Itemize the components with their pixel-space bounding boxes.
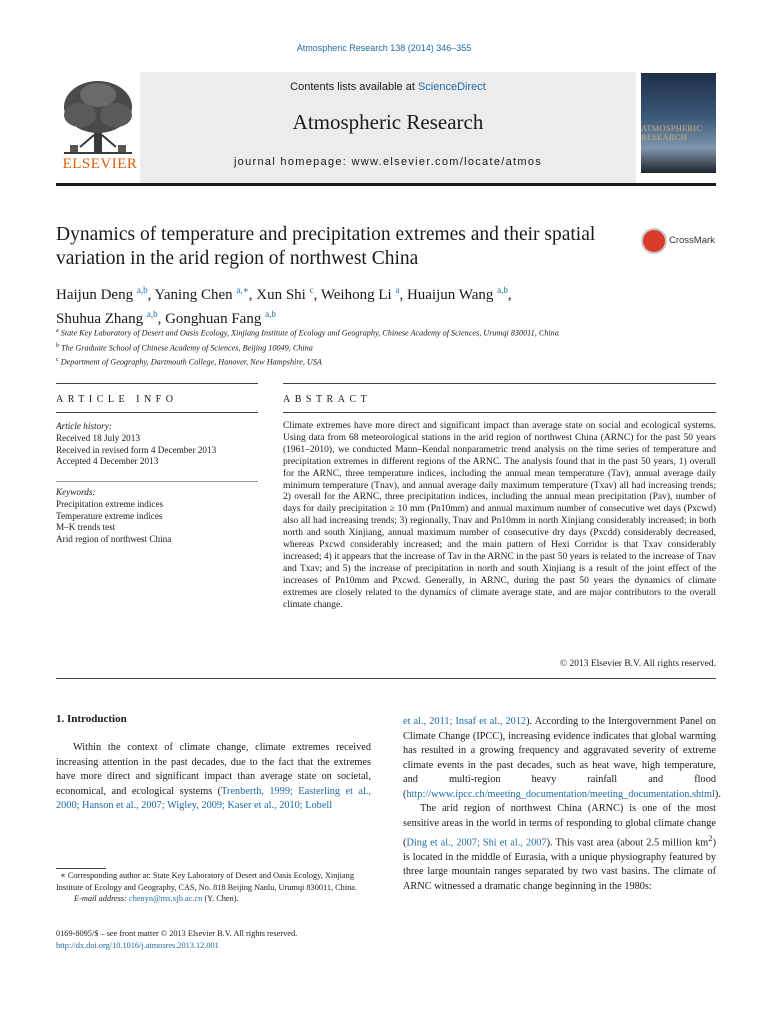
body-column-left <box>56 741 371 814</box>
article-history <box>56 421 258 468</box>
header-rule <box>56 183 716 186</box>
journal-name: Atmospheric Research <box>292 110 484 134</box>
cover-title-line2: RESEARCH <box>641 132 687 142</box>
author-affil-mark[interactable]: a <box>395 285 400 295</box>
author-name[interactable]: Haijun Deng <box>56 287 134 303</box>
keyword-item: M–K trends test <box>56 522 116 533</box>
elsevier-wordmark: ELSEVIER <box>62 156 138 172</box>
citation-link[interactable]: et al., 2011; Insaf et al., 2012 <box>403 716 527 727</box>
footnote-star: ∗ <box>60 871 66 880</box>
author-affil-mark[interactable]: a,b <box>265 309 276 319</box>
crossmark-label: CrossMark <box>669 235 715 246</box>
keyword-item: Precipitation extreme indices <box>56 498 164 509</box>
section-rule <box>283 383 716 384</box>
footnote-rule <box>56 868 106 869</box>
citation-link[interactable]: Trenberth, 1999; Easterling et al., 2000; Hanson et al., 2007; Wigley, 2009; Kaser et al., 2010; Lobell <box>56 785 371 811</box>
citation-link[interactable]: Ding et al., 2007; Shi et al., 2007 <box>406 837 547 849</box>
keyword-item: Temperature extreme indices <box>56 510 163 521</box>
author-name[interactable]: Gonghuan Fang <box>165 311 262 327</box>
affiliation-item: $^b$ The Graduate School of Chinese Academy of Sciences, Beijing 10049, China <box>56 342 313 353</box>
abstract-heading: ABSTRACT <box>283 394 372 405</box>
author-name[interactable]: Xun Shi <box>256 287 306 303</box>
section-rule <box>56 383 258 384</box>
section-rule <box>56 412 258 413</box>
author-name[interactable]: Shuhua Zhang <box>56 311 144 327</box>
author-list: Haijun Deng $^{a,b}$, Yaning Chen $^{a,∗}$, Xun Shi $^c$, Weihong Li $^a$, Huaijun Wang $^{a,b}$, Shuhua Zhang $^{a,b}$, Gonghuan Fang $^{a,b}$ <box>56 285 512 327</box>
keyword-item: Arid region of northwest China <box>56 534 172 545</box>
affiliation-item: $^a$ State Key Laboratory of Desert and Oasis Ecology, Xinjiang Institute of Ecology and Geography, Chinese Academy of Sciences, Urumqi 830011, China <box>56 328 559 338</box>
crossmark-button[interactable] <box>641 228 721 254</box>
author-affil-mark[interactable]: a,b <box>497 285 508 295</box>
info-divider <box>56 481 258 482</box>
ipcc-url-link[interactable]: http://www.ipcc.ch/meeting_documentation/meeting_documentation.shtml <box>406 788 715 800</box>
author-name[interactable]: Huaijun Wang <box>406 287 494 303</box>
email-label: E-mail address: <box>74 894 127 903</box>
author-name[interactable]: Weihong Li <box>320 287 392 303</box>
contents-line <box>140 81 636 93</box>
corresponding-author-footnote: ∗ Corresponding author at: State Key Laboratory of Desert and Oasis Ecology, Xinjiang Institute of Ecology and Geography, CAS, No. 818 Beijing Nanlu, Urumqi 830011, China. E-mail address: chenyn@ms.xjb.ac.cn (Y. Chen). <box>56 871 358 903</box>
journal-citation[interactable]: Atmospheric Research 138 (2014) 346–355 <box>296 43 472 53</box>
article-title: Dynamics of temperature and precipitation extremes and their spatial variation in the arid region of northwest China <box>56 224 596 269</box>
article-info-heading: ARTICLE INFO <box>56 394 178 405</box>
affiliation-list <box>56 325 696 369</box>
keywords-block <box>56 487 258 546</box>
abstract-bottom-rule <box>56 678 716 679</box>
author-affil-mark[interactable]: a,∗ <box>236 285 249 295</box>
history-item: Received 18 July 2013 <box>56 432 140 443</box>
section-rule <box>283 412 716 413</box>
author-email-link[interactable]: chenyn@ms.xjb.ac.cn <box>129 894 203 903</box>
journal-cover-title <box>641 124 716 142</box>
history-label: Article history: <box>56 421 112 431</box>
author-name[interactable]: Yaning Chen <box>154 287 233 303</box>
author-affil-mark[interactable]: a,b <box>136 285 148 295</box>
abstract-copyright: © 2013 Elsevier B.V. All rights reserved. <box>559 659 716 669</box>
author-affil-mark[interactable]: a,b <box>146 309 158 319</box>
paragraph: Within the context of climate change, climate extremes received increasing attention in the past decades, due to the fact that the extremes have more direct and significant impact than average state on societal, economical, and ecological systems (Trenberth, 1999; Easterling et al., 2000; Hanson et al., 2007; Wigley, 2009; Kaser et al., 2010; Lobell <box>56 742 371 811</box>
paragraph: The arid region of northwest China (ARNC) is one of the most sensitive areas in the world in terms of responding to global climate change (Ding et al., 2007; Shi et al., 2007). This vast area (about 2.5 million $km^2$) is located in the middle of Eurasia, with a unique physiography featured by three large mountain ranges separated by two vast basins. The climate of ARNC witnessed a dramatic change beginning in the 1980s: <box>403 803 717 892</box>
history-item: Received in revised form 4 December 2013 <box>56 444 217 455</box>
affiliation-item: $^c$ Department of Geography, Dartmouth College, Hanover, New Hampshire, USA <box>56 357 322 368</box>
journal-homepage[interactable]: journal homepage: www.elsevier.com/locate/atmos <box>233 156 543 168</box>
sciencedirect-link[interactable]: ScienceDirect <box>417 81 486 93</box>
paragraph: et al., 2011; Insaf et al., 2012). According to the Intergovernment Panel on Climate Change (IPCC), increasing evidence indicates that global warming has resulted in a growing frequency and aggravated severity of extreme climate events in the past decades, such as heat wave, high temperature, and multi-region heavy rainfall and flood (http://www.ipcc.ch/meeting_documentation/meeting_documentation.shtml). <box>403 716 721 800</box>
abstract-text: Climate extremes have more direct and significant impact than average state on social and ecological systems. Using data from 68 meteorological stations in the arid region of northwest China (ARNC) for the past 50 years (1961–2010), we conducted Mann–Kendal nonparametric trend analysis on the time series of temperature and precipitation extremes in different regions of the ARNC. The analysis found that in the past 50 years, 1) overall for the ARNC, three temperature indices, including the annual mean temperature (Tav), annual average daily minimum temperature (Tnav), and annual average daily maximum temperature (Txav) all had increasing trends; 2) overall for the ARNC, three precipitation indices, including the annual mean precipitation (Pav), number of days for daily precipitation ≥ 10 mm (Pn10mm) and annual maximum number of consecutive wet days (Pxcwd) also all had increasing trends; 3) regionally, Tnav and Pn10mm in north Xinjiang considerably increased; in both north and south Xinjiang, annual maximum number of consecutive dry days (Pxcdd) considerably decreased, whereas Pxcwd considerably increased; and the main pattern of Hexi Corridor is that Txav considerably increased; 4) it appears that the increase of Tav in the ARNC in the past 50 years is related to the increase of Tnav and Txav; and 5) the increase of precipitation in north and south Xinjiang is a result of the joint effect of the increases of Pn10mm and Pxcwd. Generally, in ARNC, during the past 50 years the dynamics of climate extremes are closely related to the dynamics of climate average state, and are major contributors to the overall climate change. <box>283 421 716 610</box>
issn-line: 0169-8095/$ – see front matter © 2013 Elsevier B.V. All rights reserved. <box>56 929 298 938</box>
keywords-label: Keywords: <box>56 487 96 497</box>
cover-title-line1: ATMOSPHERIC <box>641 123 703 133</box>
doi-link[interactable]: http://dx.doi.org/10.1016/j.atmosres.2013.12.001 <box>56 940 219 950</box>
author-affil-mark[interactable]: c <box>309 285 314 295</box>
section-heading-introduction: 1. Introduction <box>56 713 127 725</box>
history-item: Accepted 4 December 2013 <box>56 456 159 467</box>
front-matter <box>56 928 371 951</box>
body-column-right <box>403 715 721 894</box>
contents-prefix: Contents lists available at <box>290 81 418 93</box>
crossmark-icon <box>641 228 667 254</box>
